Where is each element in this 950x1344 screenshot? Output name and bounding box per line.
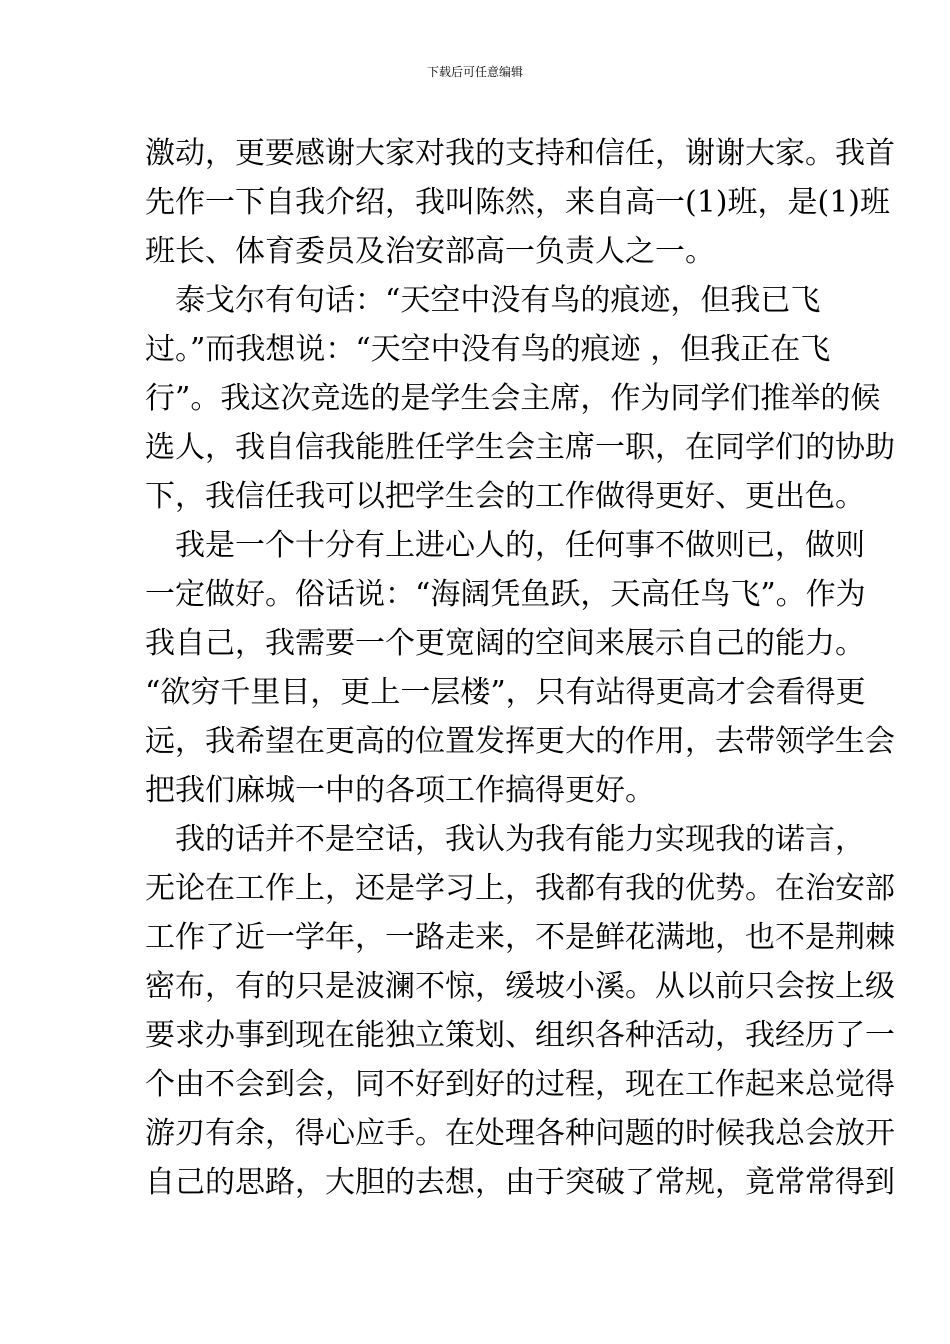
text-line: 下，我信任我可以把学生会的工作做得更好、更出色。	[145, 479, 865, 514]
text-line: 泰戈尔有句话：“天空中没有鸟的痕迹，但我已飞	[145, 283, 821, 318]
text-line: 激动，更要感谢大家对我的支持和信任，谢谢大家。我首	[145, 136, 895, 171]
paragraph	[145, 521, 895, 815]
text-line: 自己的思路，大胆的去想，由于突破了常规，竟常常得到	[145, 1165, 895, 1200]
text-line: 把我们麻城一中的各项工作搞得更好。	[145, 773, 655, 808]
text-line: 密布，有的只是波澜不惊，缓坡小溪。从以前只会按上级	[145, 969, 895, 1004]
text-line: 工作了近一学年，一路走来，不是鲜花满地，也不是荆棘	[145, 920, 895, 955]
paragraph	[145, 129, 895, 276]
document-body	[145, 129, 895, 1207]
text-line: 过。”而我想说：“天空中没有鸟的痕迹 ，但我正在飞	[145, 332, 831, 367]
text-line: 游刃有余，得心应手。在处理各种问题的时候我总会放开	[145, 1116, 895, 1151]
page-header: 下载后可任意编辑	[426, 65, 523, 79]
text-line: 一定做好。俗话说：“海阔凭鱼跃，天高任鸟飞”。作为	[145, 577, 866, 612]
text-line: 个由不会到会，同不好到好的过程，现在工作起来总觉得	[145, 1067, 895, 1102]
text-line: 要求办事到现在能独立策划、组织各种活动，我经历了一	[145, 1018, 895, 1053]
text-line: 班长、体育委员及治安部高一负责人之一。	[145, 234, 715, 269]
paragraph	[145, 276, 895, 521]
text-line: 行”。我这次竞选的是学生会主席，作为同学们推举的候	[145, 381, 881, 416]
text-line: 无论在工作上，还是学习上，我都有我的优势。在治安部	[145, 871, 895, 906]
text-line: 我的话并不是空话，我认为我有能力实现我的诺言，	[145, 822, 865, 857]
text-line: 先作一下自我介绍，我叫陈然，来自高一(1)班，是(1)班	[145, 185, 890, 220]
text-line: 选人，我自信我能胜任学生会主席一职，在同学们的协助	[145, 430, 895, 465]
text-line: “欲穷千里目，更上一层楼”，只有站得更高才会看得更	[145, 675, 866, 710]
paragraph	[145, 815, 895, 1207]
text-line: 我自己，我需要一个更宽阔的空间来展示自己的能力。	[145, 626, 865, 661]
text-line: 我是一个十分有上进心人的，任何事不做则已，做则	[145, 528, 865, 563]
text-line: 远，我希望在更高的位置发挥更大的作用，去带领学生会	[145, 724, 895, 759]
